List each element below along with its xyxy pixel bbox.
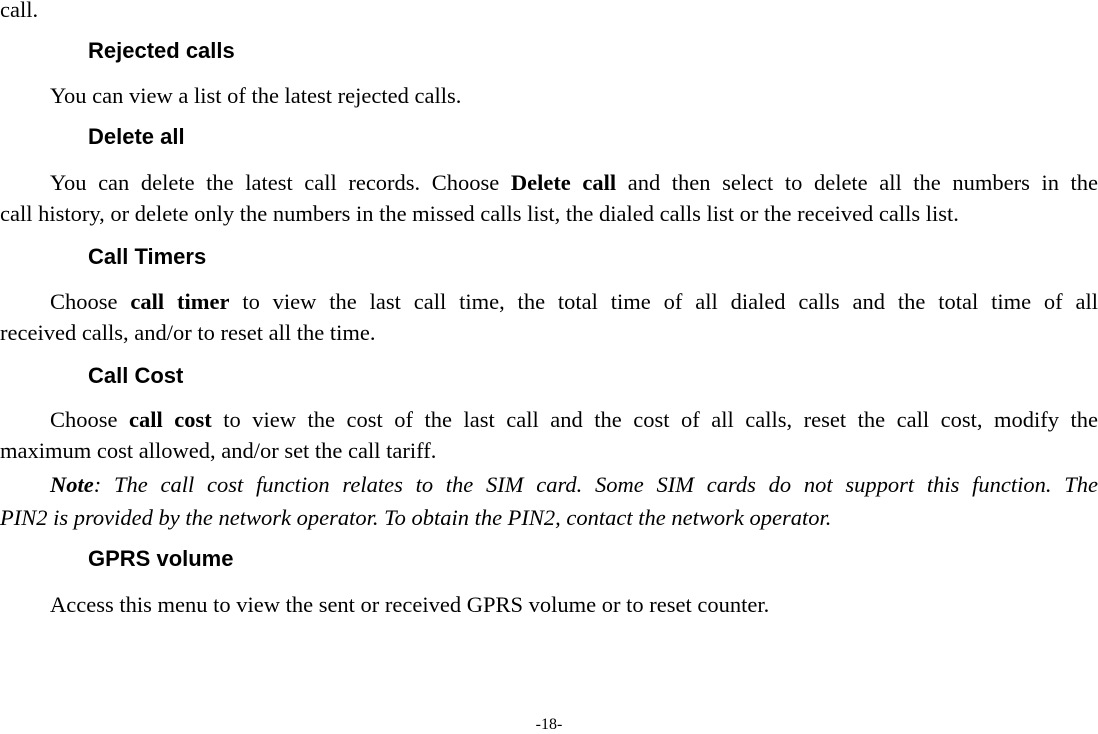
- paragraph-rejected-calls: You can view a list of the latest rejected calls.: [50, 83, 462, 108]
- heading-call-timers: Call Timers: [88, 244, 207, 269]
- note-line2: PIN2 is provided by the network operator. To obtain the PIN2, contact the network operator.: [0, 505, 832, 530]
- call-cost-text-post: to view the cost of the last call and the cost of all calls, reset the call cost, modify the: [211, 407, 1098, 432]
- call-timer-term: call timer: [130, 289, 230, 314]
- page-number: -18-: [535, 716, 563, 733]
- heading-call-cost: Call Cost: [88, 363, 184, 388]
- heading-gprs-volume: GPRS volume: [88, 546, 234, 571]
- note-label: Note: [50, 472, 94, 497]
- heading-delete-all: Delete all: [88, 124, 185, 149]
- delete-all-text-pre: You can delete the latest call records. Choose: [50, 170, 511, 195]
- delete-all-text-post: and then select to delete all the numbers in the: [616, 170, 1098, 195]
- paragraph-call-cost-line2: maximum cost allowed, and/or set the call tariff.: [0, 438, 437, 463]
- call-timers-text-pre: Choose: [50, 289, 131, 314]
- call-cost-term: call cost: [129, 407, 212, 432]
- paragraph-delete-all-line2: call history, or delete only the numbers in the missed calls list, the dialed calls list or the received calls list.: [0, 201, 959, 226]
- note-text: : The call cost function relates to the SIM card. Some SIM cards do not support this function. The: [93, 472, 1098, 497]
- note-line1: [50, 470, 1098, 500]
- paragraph-call-timers-line1: [50, 287, 1098, 317]
- heading-rejected-calls: Rejected calls: [88, 38, 235, 63]
- call-cost-text-pre: Choose: [50, 407, 130, 432]
- paragraph-call-timers-line2: received calls, and/or to reset all the time.: [0, 320, 376, 345]
- delete-call-term: Delete call: [510, 170, 617, 195]
- paragraph-delete-all-line1: [50, 168, 1098, 198]
- paragraph-call-cost-line1: [50, 405, 1098, 435]
- call-timers-text-post: to view the last call time, the total time of all dialed calls and the total time of all: [229, 289, 1098, 314]
- continuation-text: call.: [0, 0, 39, 22]
- paragraph-gprs-volume: Access this menu to view the sent or received GPRS volume or to reset counter.: [50, 592, 770, 617]
